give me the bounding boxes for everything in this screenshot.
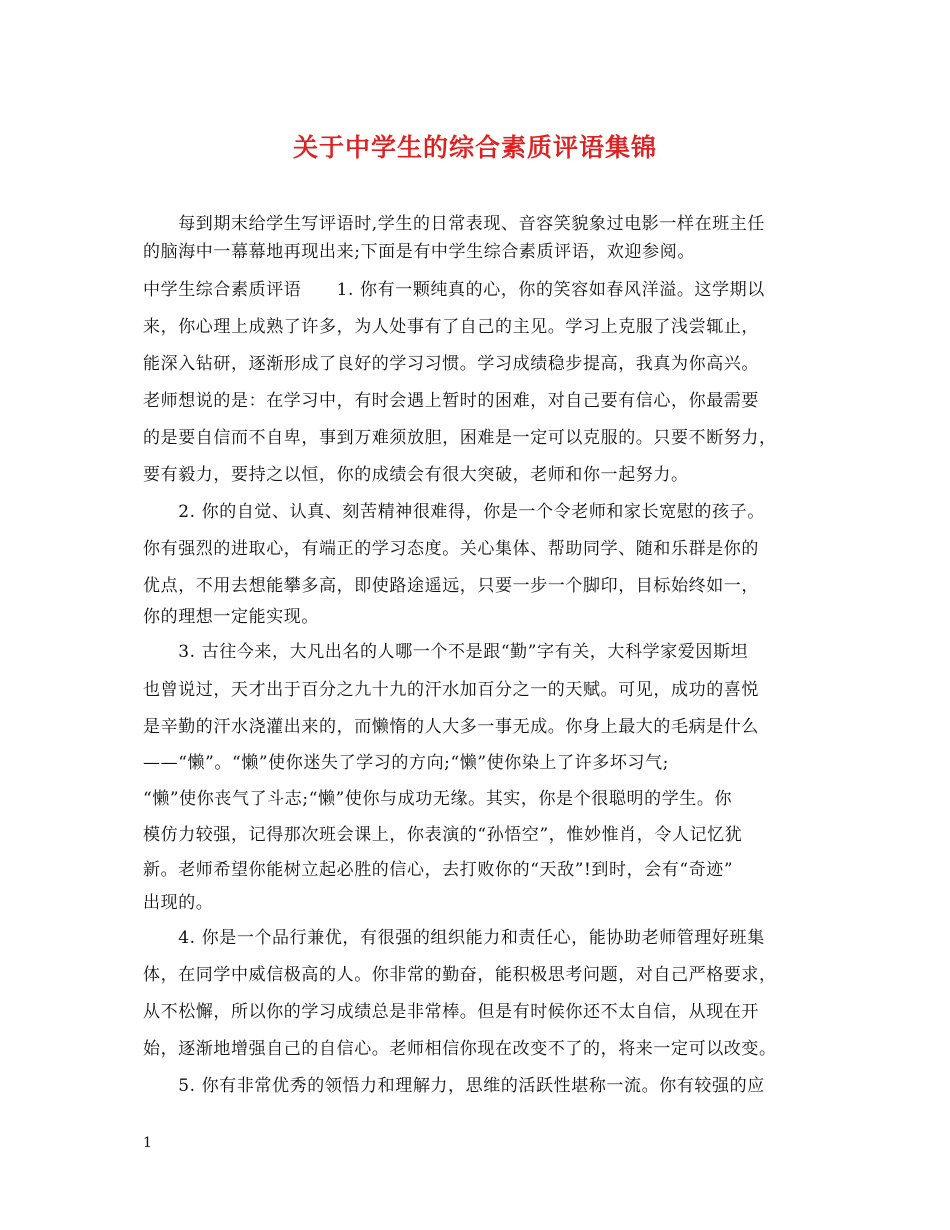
text-line: “懒”使你丧气了斗志;“懒”使你与成功无缘。其实，你是个很聪明的学生。你	[143, 789, 733, 809]
text-line: 老师想说的是：在学习中，有时会遇上暂时的困难，对自己要有信心，你最需要	[143, 391, 759, 411]
text-line: 是辛勤的汗水浇灌出来的，而懒惰的人大多一事无成。你身上最大的毛病是什么	[143, 717, 759, 737]
text-line: 模仿力较强，记得那次班会课上，你表演的“孙悟空”，惟妙惟肖，令人记忆犹	[143, 825, 743, 845]
text-line: 的脑海中一幕幕地再现出来;下面是有中学生综合素质评语，欢迎参阅。	[143, 242, 695, 262]
document-title: 关于中学生的综合素质评语集锦	[292, 133, 657, 162]
text-line: 体，在同学中威信极高的人。你非常的勤奋，能积极思考问题，对自己严格要求，	[143, 965, 777, 985]
page-number: 1	[143, 1135, 152, 1151]
text-line: 从不松懈，所以你的学习成绩总是非常棒。但是有时候你还不太自信，从现在开	[143, 1002, 759, 1022]
text-line: 也曾说过，天才出于百分之九十九的汗水加百分之一的天赋。可见，成功的喜悦	[143, 680, 759, 700]
text-line: 3. 古往今来，大凡出名的人哪一个不是跟“勤”字有关，大科学家爱因斯坦	[143, 642, 749, 662]
text-line: 你有强烈的进取心，有端正的学习态度。关心集体、帮助同学、随和乐群是你的	[143, 539, 759, 559]
text-line: 出现的。	[143, 893, 214, 913]
text-line: 中学生综合素质评语 1. 你有一颗纯真的心，你的笑容如春风洋溢。这学期以	[143, 280, 765, 300]
text-line: 4. 你是一个品行兼优，有很强的组织能力和责任心，能协助老师管理好班集	[143, 928, 765, 948]
text-line: 来，你心理上成熟了许多，为人处事有了自己的主见。学习上克服了浅尝辄止，	[143, 317, 759, 337]
text-line: 你的理想一定能实现。	[143, 607, 319, 627]
text-line: 要有毅力，要持之以恒，你的成绩会有很大突破，老师和你一起努力。	[143, 465, 689, 485]
text-line: 每到期末给学生写评语时,学生的日常表现、音容笑貌象过电影一样在班主任	[143, 214, 766, 234]
text-line: 的是要自信而不自卑，事到万难须放胆，困难是一定可以克服的。只要不断努力，	[143, 428, 777, 448]
text-line: 优点，不用去想能攀多高，即使路途遥远，只要一步一个脚印，目标始终如一，	[143, 576, 759, 596]
text-line: 5. 你有非常优秀的领悟力和理解力，思维的活跃性堪称一流。你有较强的应	[143, 1076, 765, 1096]
text-line: ——“懒”。“懒”使你迷失了学习的方向;“懒”使你染上了许多坏习气;	[143, 753, 669, 773]
text-line: 始，逐渐地增强自己的自信心。老师相信你现在改变不了的，将来一定可以改变。	[143, 1039, 777, 1059]
text-line: 2. 你的自觉、认真、刻苦精神很难得，你是一个令老师和家长宽慰的孩子。	[143, 502, 765, 522]
text-line: 能深入钻研，逐渐形成了良好的学习习惯。学习成绩稳步提高，我真为你高兴。	[143, 354, 759, 374]
text-line: 新。老师希望你能树立起必胜的信心，去打败你的“天敌”!到时，会有“奇迹”	[143, 860, 734, 880]
